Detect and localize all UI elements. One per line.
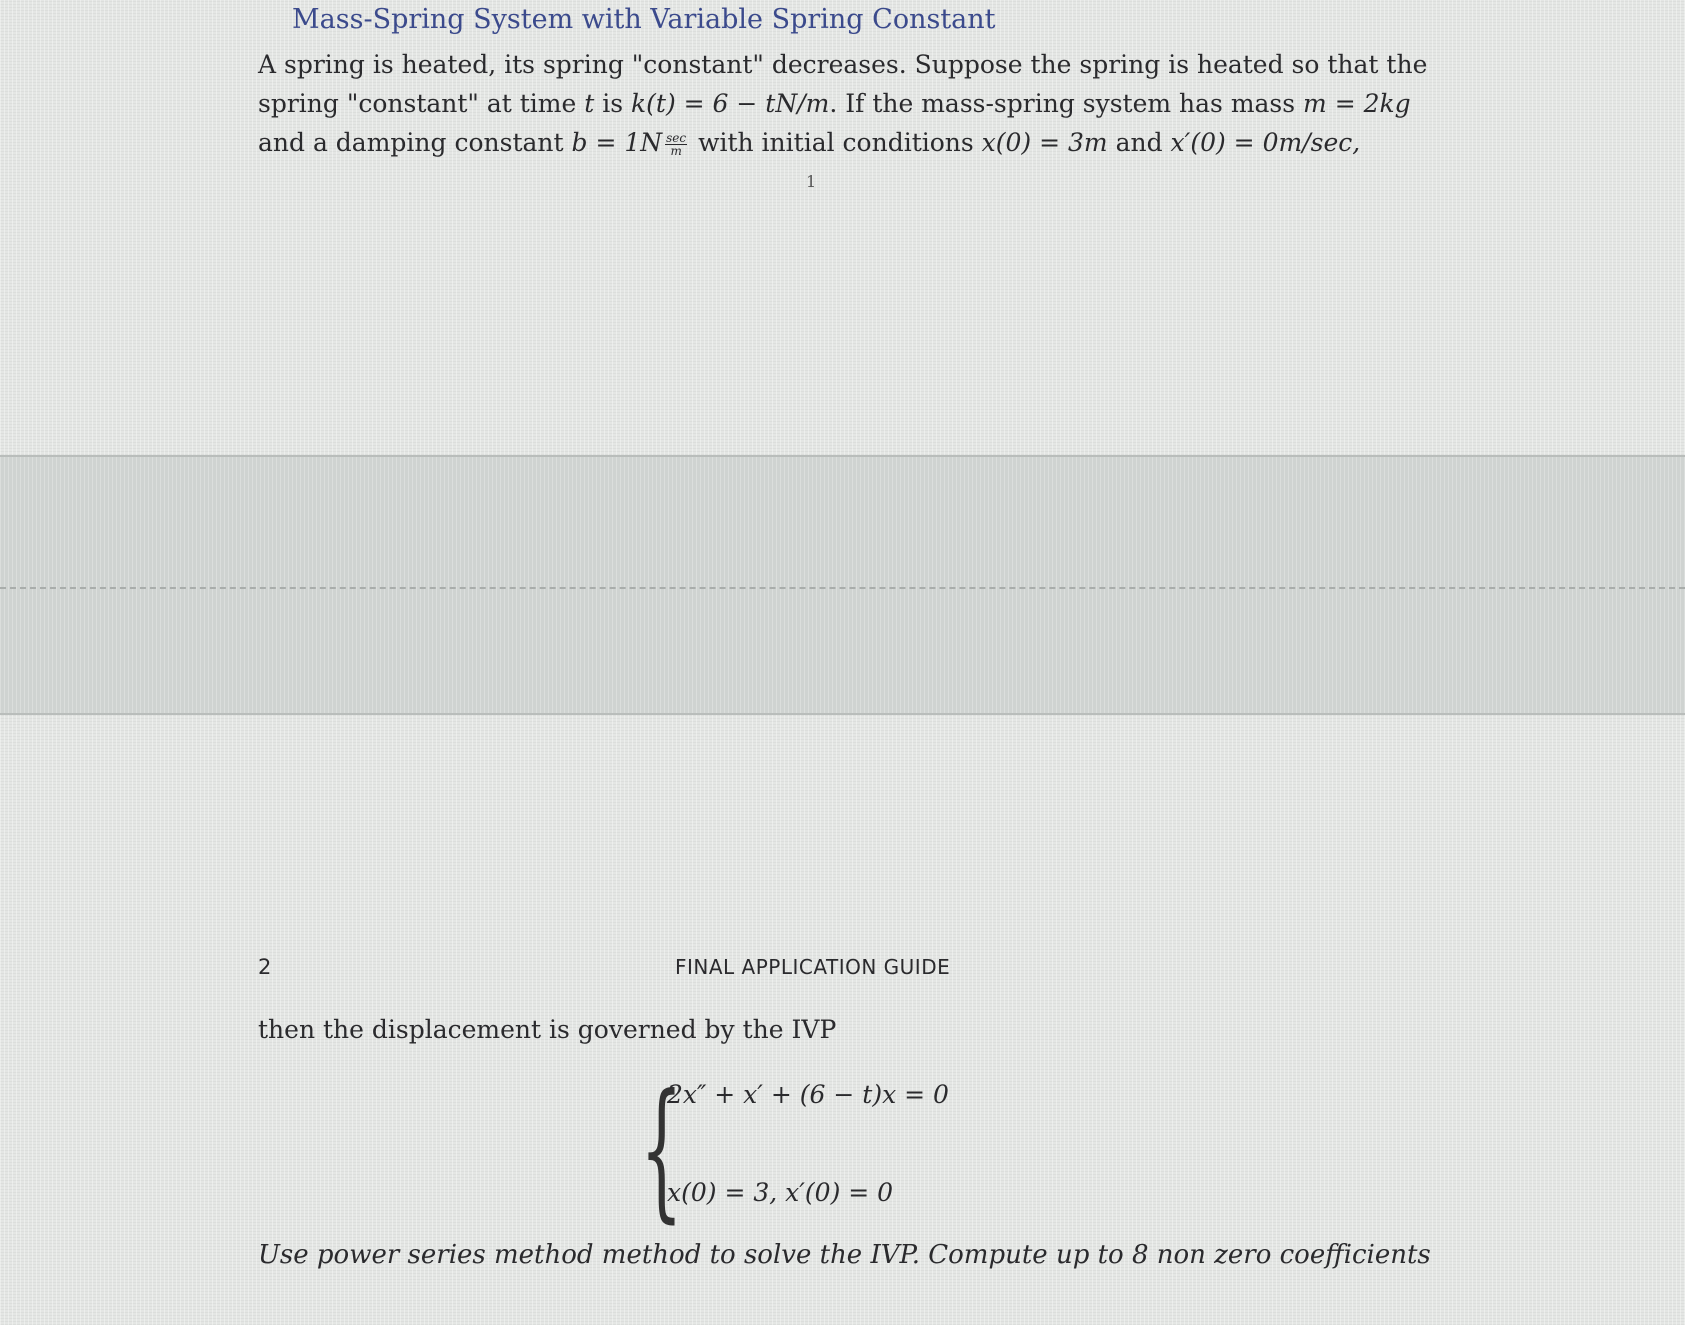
left-brace: { [640,1063,683,1237]
math-t: t [584,89,595,118]
page-gap [0,455,1685,715]
paragraph-line-2 [258,89,1411,118]
fraction-denominator: m [670,144,682,158]
section-title: Mass-Spring System with Variable Spring Constant [292,4,996,35]
top-page [0,0,1685,455]
running-header: FINAL APPLICATION GUIDE [675,955,951,979]
ivp-initial-conditions: x(0) = 3, x′(0) = 0 [667,1178,894,1207]
text-span: is [594,89,632,118]
ivp-intro: then the displacement is governed by the IVP [258,1015,837,1044]
math-initial-velocity: x′(0) = 0m/sec, [1170,128,1361,157]
text-span: spring "constant" at time [258,89,585,118]
page-mark: 1 [806,172,817,191]
text-span: . If the mass-spring system has mass [829,89,1304,118]
task-instruction: Use power series method method to solve the IVP. Compute up to 8 non zero coefficients [258,1240,1431,1270]
math-mass: m = 2kg [1303,89,1411,118]
fraction-numerator: sec [666,131,687,145]
text-span: with initial conditions [690,128,982,157]
page-edge [0,455,1685,457]
ivp-equation: 2x″ + x′ + (6 − t)x = 0 [667,1080,949,1109]
bottom-page [0,715,1685,1325]
math-damping: b = 1N [571,128,663,157]
paragraph-line-3 [258,128,1360,157]
text-span: and [1107,128,1171,157]
unit-fraction [665,132,687,157]
page-number: 2 [258,955,272,979]
page-break-divider [0,587,1685,589]
paragraph-line-1: A spring is heated, its spring "constant" decreases. Suppose the spring is heated so that the [258,50,1428,79]
math-initial-position: x(0) = 3m [981,128,1108,157]
math-spring-constant: k(t) = 6 − tN/m [631,89,830,118]
text-span: and a damping constant [258,128,572,157]
